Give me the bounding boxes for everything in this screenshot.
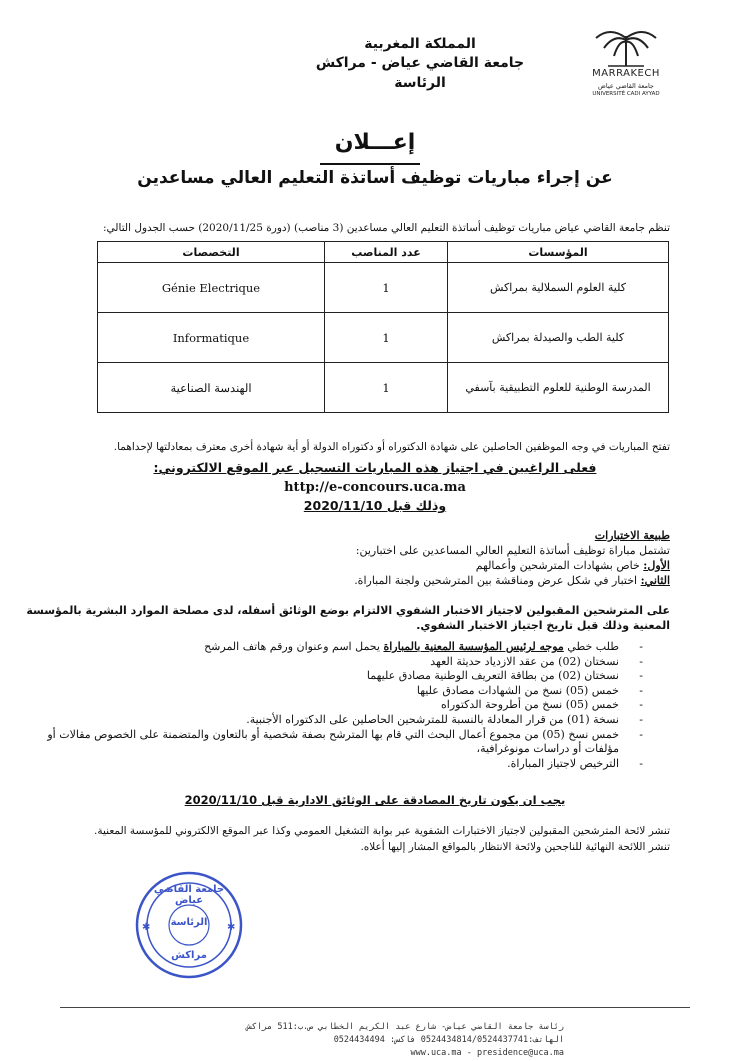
row-count: 1	[325, 263, 448, 313]
footer-divider	[60, 1007, 690, 1008]
first-text: خاص بشهادات المترشحين وأعمالهم	[475, 559, 640, 572]
registration-deadline: وذلك قبل 2020/11/10	[303, 498, 447, 513]
stamp-outer-text: جامعة القاضي عياض	[153, 884, 225, 906]
list-item: - خمس (05) نسخ من الشهادات مصادق عليها	[47, 684, 647, 699]
legalization-deadline: يجب ان يكون تاريخ المصادقة على الوثائق الادارية قبل 2020/11/10	[184, 793, 566, 807]
table-header-row	[98, 242, 669, 263]
university-logo	[586, 22, 666, 112]
publication-line1: تنشر لائحة المترشحين المقبولين لاجتياز الاختبارات الشفوية عبر بوابة التشغيل العمومي وكذا عبر الموقع الالكتروني للمؤسسة المعنية.	[94, 825, 670, 837]
registration-instruction: فعلى الراغبين في اجتياز هذه المباريات التسجيل عبر الموقع الالكتروني:	[153, 460, 597, 475]
list-item	[47, 640, 647, 655]
doc-first-bold: موجه لرئيس المؤسسة المعنية بالمباراة	[383, 640, 564, 653]
footer-web: www.uca.ma - presidence@uca.ma	[410, 1048, 564, 1058]
row-institution: كلية العلوم السملالية بمراكش	[448, 263, 669, 313]
official-stamp	[134, 870, 244, 980]
header-institutions: المؤسسات	[448, 242, 669, 263]
table-row	[98, 363, 669, 413]
announcement-title: إعـــلان	[334, 130, 416, 155]
oral-notice: على المترشحين المقبولين لاجتياز الاختبار الشفوي الالتزام بوضع الوثائق أسفله، لدى مصلحة الموارد البشرية بالمؤسسة المعنية وذلك قبل تاريخ اجتياز الاختبار الشفوي.	[26, 604, 670, 632]
positions-table	[97, 241, 669, 413]
list-item: - خمس نسخ (05) من مجموع أعمال البحث التي قام بها المترشح بصفة شخصية أو بالتعاون والمتضمنة على الخصوص مقالات أو مؤلفات أو دراسات مونوغرافية،	[47, 728, 647, 757]
row-institution: المدرسة الوطنية للعلوم التطبيقية بآسفي	[448, 363, 669, 413]
nature-line1: تشتمل مباراة توظيف أساتذة التعليم العالي المساعدين على اختبارين:	[355, 544, 670, 557]
second-text: اختبار في شكل عرض ومناقشة بين المترشحين ولجنة المباراة.	[354, 574, 638, 587]
nature-second	[30, 573, 670, 588]
row-specialty: Génie Electrique	[98, 263, 325, 313]
second-label: الثاني:	[640, 574, 670, 587]
stamp-bottom-text: مراكش	[171, 950, 207, 961]
footer-address: رئاسة جامعة القاضي عياض- شارع عبد الكريم الخطابي ص.ب:511 مراكش	[246, 1022, 564, 1032]
svg-text:✱: ✱	[142, 922, 151, 933]
logo-subtitle-ar: جامعة القاضي عياض	[598, 82, 654, 90]
svg-text:✱: ✱	[227, 922, 236, 933]
list-item: - نسخة (01) من قرار المعادلة بالنسبة للمترشحين الحاصلين على الدكتوراه الأجنبية.	[47, 713, 647, 728]
nature-heading: طبيعة الاختبارات	[594, 529, 670, 542]
list-item: - نسختان (02) من عقد الازدياد حديثة العهد	[47, 655, 647, 670]
first-label: الأول:	[643, 559, 670, 572]
nature-first	[30, 558, 670, 573]
title-underline	[320, 163, 420, 165]
registration-url[interactable]: http://e-concours.uca.ma	[284, 480, 466, 495]
header-specialties: التخصصات	[98, 242, 325, 263]
table-row	[98, 313, 669, 363]
row-count: 1	[325, 313, 448, 363]
footer-phone: الهاتف:0524434814/0524437741 فاكس: 0524434494	[333, 1035, 564, 1045]
row-institution: كلية الطب والصيدلة بمراكش	[448, 313, 669, 363]
list-item: - خمس (05) نسخ من أطروحة الدكتوراه	[47, 698, 647, 713]
table-row	[98, 263, 669, 313]
university-label: جامعة القاضي عياض - مراكش	[315, 55, 525, 71]
row-count: 1	[325, 363, 448, 413]
logo-subtitle-fr: UNIVERSITÉ CADI AYYAD	[592, 91, 660, 97]
presidency-label: الرئاسة	[394, 75, 446, 91]
palm-logo-icon	[586, 22, 666, 68]
stamp-center-text: الرئاسة	[170, 917, 208, 928]
list-item: - الترخيص لاجتياز المباراة.	[47, 757, 647, 772]
doc-first-suffix: يحمل اسم وعنوان ورقم هاتف المرشح	[204, 640, 384, 653]
intro-text: تنظم جامعة القاضي عياض مباريات توظيف أساتذة التعليم العالي مساعدين (3 مناصب) (دورة 2020/11/25) حسب الجدول التالي:	[103, 222, 670, 234]
row-specialty: الهندسة الصناعية	[98, 363, 325, 413]
announcement-subtitle: عن إجراء مباريات توظيف أساتذة التعليم العالي مساعدين	[137, 168, 613, 188]
doc-first-prefix: طلب خطي	[563, 640, 619, 653]
publication-line2: تنشر اللائحة النهائية للناجحين ولائحة الانتظار بالمواقع المشار إليها أعلاه.	[360, 841, 670, 853]
kingdom-label: المملكة المغربية	[364, 36, 476, 52]
eligibility-text: تفتح المباريات في وجه الموظفين الحاصلين على شهادة الدكتوراه أو دكتوراه الدولة أو أية شهادة أخرى معترف بمعادلتها لإحداهما.	[113, 441, 670, 453]
header-positions: عدد المناصب	[325, 242, 448, 263]
logo-text: MARRAKECH	[592, 68, 660, 79]
row-specialty: Informatique	[98, 313, 325, 363]
documents-list	[47, 640, 647, 771]
list-item: - نسختان (02) من بطاقة التعريف الوطنية مصادق عليهما	[47, 669, 647, 684]
